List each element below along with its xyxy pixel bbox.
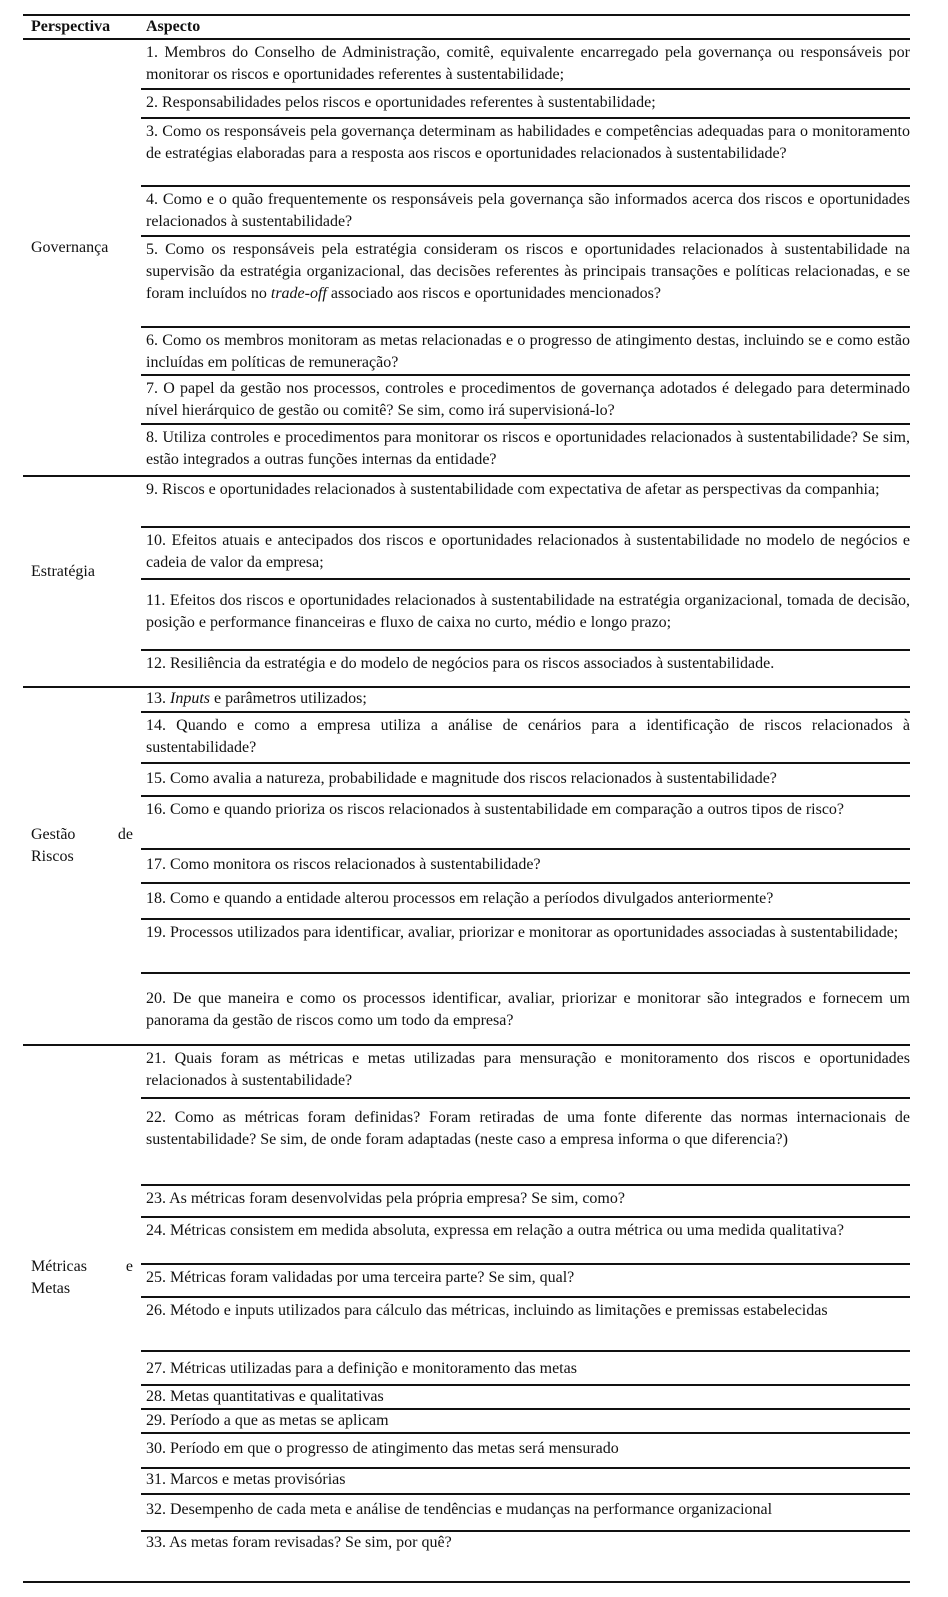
table-header [23,16,910,40]
aspect-text: 7. O papel da gestão nos processos, controles e procedimentos de governança adotados é delegado para determinado nível hierárquico de gestão ou comitê? Se sim, como irá supervisioná-lo? [146,380,910,419]
aspect-row [141,1532,910,1581]
aspect-row [141,119,910,187]
perspective-label-line: Riscos [31,848,74,865]
aspect-row [141,764,910,797]
italic-term: trade-off [270,285,327,302]
aspect-row [141,477,910,528]
aspect-text: 28. Metas quantitativas e qualitativas [146,1388,384,1405]
aspect-row [141,797,910,850]
aspect-text: 24. Métricas consistem em medida absoluta, expressa em relação a outra métrica ou uma medida qualitativa? [146,1222,844,1239]
aspect-text: 33. As metas foram revisadas? Se sim, por quê? [146,1534,452,1551]
aspect-text: 21. Quais foram as métricas e metas utilizadas para mensuração e monitoramento dos riscos e oportunidades relacionados à sustentabilidade? [146,1050,910,1089]
perspective-label-line: Metas [31,1280,71,1297]
aspect-row [141,90,910,119]
aspect-text: 9. Riscos e oportunidades relacionados à sustentabilidade com expectativa de afetar as perspectivas da companhia; [146,481,880,498]
aspect-row [141,376,910,425]
aspect-text: 3. Como os responsáveis pela governança determinam as habilidades e competências adequadas para o monitoramento de estratégias elaboradas para a resposta aos riscos e oportunidades relacionados à sustentabilidade? [146,123,910,162]
aspect-row [141,528,910,580]
header-aspect: Aspecto [146,18,201,35]
aspect-text: 22. Como as métricas foram definidas? Foram retiradas de uma fonte diferente das normas internacionais de sustentabilidade? Se sim, de onde foram adaptadas (neste caso a empresa informa o que diferencia?) [146,1109,910,1148]
aspect-row [141,688,910,713]
perspective-group [23,688,910,1046]
aspect-row [141,1265,910,1298]
aspect-text: 20. De que maneira e como os processos identificar, avaliar, priorizar e monitorar são integrados e fornecem um panorama da gestão de riscos como um todo da empresa? [146,990,910,1029]
perspective-label-word: Métricas [31,1258,87,1275]
italic-term: Inputs [170,690,210,707]
aspect-row [141,920,910,974]
aspect-text: 12. Resiliência da estratégia e do modelo de negócios para os riscos associados à sustentabilidade. [146,655,775,672]
perspective-label-line [31,824,133,846]
aspect-row [141,580,910,651]
aspect-row [141,651,910,686]
aspect-row [141,1099,910,1186]
perspective-group [23,40,910,477]
aspect-text: 27. Métricas utilizadas para a definição e monitoramento das metas [146,1360,577,1377]
aspect-text: 2. Responsabilidades pelos riscos e oportunidades referentes à sustentabilidade; [146,94,656,111]
aspect-row [141,850,910,884]
aspect-row [141,1046,910,1099]
aspect-text: 19. Processos utilizados para identificar, avaliar, priorizar e monitorar as oportunidades associadas à sustentabilidade; [146,924,899,941]
aspect-text: 16. Como e quando prioriza os riscos relacionados à sustentabilidade em comparação a outros tipos de risco? [146,801,845,818]
aspect-text: 8. Utiliza controles e procedimentos para monitorar os riscos e oportunidades relacionados à sustentabilidade? Se sim, estão integrados a outras funções internas da entidade? [146,429,910,468]
aspect-text: 25. Métricas foram validadas por uma terceira parte? Se sim, qual? [146,1269,575,1286]
aspect-row [141,328,910,376]
perspective-label [31,824,133,868]
aspect-text: 26. Método e inputs utilizados para cálculo das métricas, incluindo as limitações e premissas estabelecidas [146,1302,828,1319]
aspect-text: 6. Como os membros monitoram as metas relacionadas e o progresso de atingimento destas, incluindo se e como estão incluídas em políticas de remuneração? [146,332,910,371]
aspect-text: 31. Marcos e metas provisórias [146,1471,346,1488]
aspect-row [141,713,910,764]
aspect-row [141,1495,910,1532]
perspective-label-word: de [117,826,133,843]
aspect-row [141,1352,910,1386]
aspect-row [141,1386,910,1410]
aspect-row [141,237,910,328]
perspective-label-word: e [125,1258,133,1275]
aspect-row [141,40,910,90]
aspect-text: 17. Como monitora os riscos relacionados à sustentabilidade? [146,856,541,873]
aspect-text: 5. Como os responsáveis pela estratégia consideram os riscos e oportunidades relacionados à sustentabilidade na supervisão da estratégia organizacional, das decisões referentes às principais transações e políticas relacionadas, e se foram incluídos no trade-off associado aos riscos e oportunidades mencionados? [146,241,910,302]
perspective-group [23,477,910,688]
aspect-row [141,1218,910,1265]
perspective-label: Governança [31,239,109,256]
perspective-group [23,1046,910,1583]
aspect-text: 4. Como e o quão frequentemente os responsáveis pela governança são informados acerca dos riscos e oportunidades relacionados à sustentabilidade? [146,191,910,230]
perspective-label-word: Gestão [31,826,76,843]
aspect-text: 11. Efeitos dos riscos e oportunidades relacionados à sustentabilidade na estratégia organizacional, tomada de decisão, posição e performance financeiras e fluxo de caixa no curto, médio e longo prazo; [146,592,910,631]
aspect-row [141,1186,910,1218]
header-perspective: Perspectiva [31,18,111,35]
aspect-text: 18. Como e quando a entidade alterou processos em relação a períodos divulgados anteriormente? [146,890,774,907]
aspect-text: 10. Efeitos atuais e antecipados dos riscos e oportunidades relacionados à sustentabilidade no modelo de negócios e cadeia de valor da empresa; [146,532,910,571]
perspective-label [31,1256,133,1300]
aspect-row [141,1469,910,1495]
aspect-text: 32. Desempenho de cada meta e análise de tendências e mudanças na performance organizacional [146,1501,773,1518]
aspect-row [141,187,910,237]
aspect-text: 15. Como avalia a natureza, probabilidade e magnitude dos riscos relacionados à sustentabilidade? [146,770,777,787]
aspect-text: 1. Membros do Conselho de Administração, comitê, equivalente encarregado pela governança ou responsáveis por monitorar os riscos e oportunidades referentes à sustentabilidade; [146,44,910,83]
aspect-text: 14. Quando e como a empresa utiliza a análise de cenários para a identificação de riscos relacionados à sustentabilidade? [146,717,910,756]
aspect-row [141,1434,910,1469]
aspect-text: 30. Período em que o progresso de atingimento das metas será mensurado [146,1440,619,1457]
aspect-row [141,1298,910,1352]
aspect-text: 13. Inputs e parâmetros utilizados; [146,690,367,707]
aspect-text: 23. As métricas foram desenvolvidas pela própria empresa? Se sim, como? [146,1190,625,1207]
aspect-text: 29. Período a que as metas se aplicam [146,1412,389,1429]
perspective-label: Estratégia [31,563,95,580]
aspect-row [141,974,910,1044]
aspect-row [141,884,910,920]
perspective-label-line [31,1256,133,1278]
aspect-row [141,425,910,475]
aspect-row [141,1410,910,1434]
